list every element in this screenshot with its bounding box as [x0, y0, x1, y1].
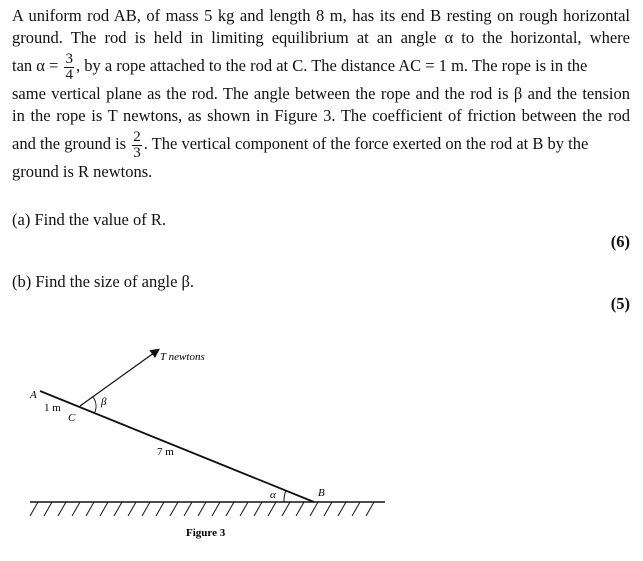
rod-ab	[40, 391, 314, 502]
label-a: A	[30, 389, 37, 401]
part-a-marks: (6)	[610, 232, 630, 251]
part-a-text: (a) Find the value of R.	[12, 210, 166, 229]
question-line-5: in the rope is T newtons, as shown in Figure 3. The coefficient of friction between the rod	[12, 106, 630, 125]
label-b: B	[318, 487, 325, 499]
question-line-6-rest: . The vertical component of the force exerted on the rod at B by the	[143, 134, 589, 153]
fraction-numerator: 3	[65, 50, 73, 67]
label-7m: 7 m	[157, 446, 174, 458]
ground-hatching	[30, 502, 374, 516]
label-tension: T newtons	[160, 351, 205, 363]
question-line-3-rest: , by a rope attached to the rod at C. The distance AC = 1 m. The rope is in the	[75, 56, 588, 75]
friction-text: and the ground is	[12, 134, 127, 153]
question-line-1: A uniform rod AB, of mass 5 kg and length 8 m, has its end B resting on rough horizontal	[12, 6, 630, 25]
label-1m: 1 m	[44, 402, 61, 414]
beta-angle-arc	[93, 397, 96, 412]
fraction-numerator: 2	[133, 128, 141, 145]
label-beta: β	[101, 396, 107, 408]
fraction-denominator: 4	[65, 66, 73, 83]
question-line-2: ground. The rod is held in limiting equilibrium at an angle α to the horizontal, where	[12, 28, 630, 47]
question-line-7: ground is R newtons.	[12, 162, 153, 181]
label-c: C	[68, 412, 76, 424]
alpha-angle-arc	[284, 490, 286, 502]
rope-tension-arrow	[80, 350, 158, 406]
question-line-4: same vertical plane as the rod. The angle between the rope and the rod is β and the tension	[12, 84, 630, 103]
part-b-marks: (5)	[610, 294, 630, 313]
figure-caption: Figure 3	[186, 527, 226, 539]
part-b-text: (b) Find the size of angle β.	[12, 272, 195, 291]
tan-alpha-text: tan α =	[12, 56, 59, 75]
fraction-denominator: 3	[133, 144, 141, 161]
label-alpha: α	[270, 489, 276, 501]
